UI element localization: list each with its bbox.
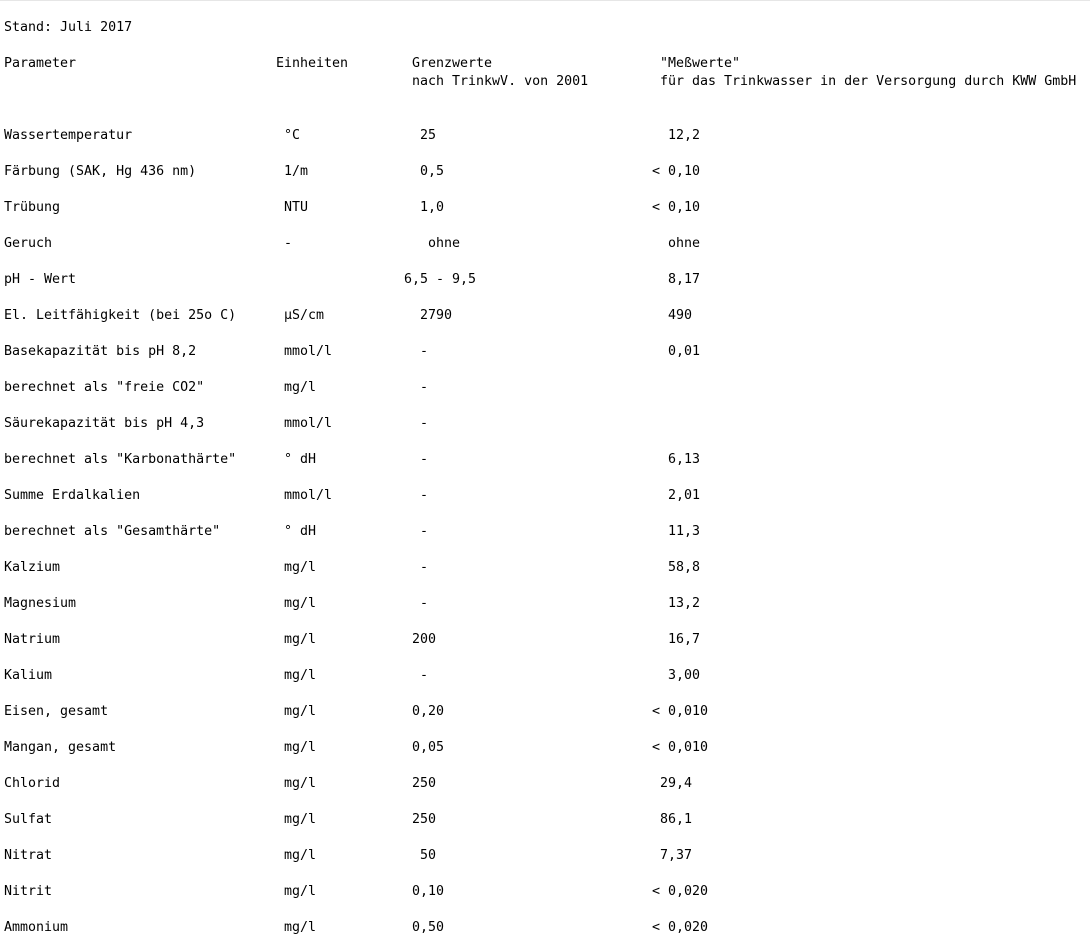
- parameter-cell: Nitrat: [4, 848, 53, 863]
- header-measured-title: "Meßwerte": [660, 56, 741, 71]
- unit-cell: mg/l: [284, 884, 317, 899]
- unit-cell: -: [284, 236, 293, 251]
- parameter-cell: El. Leitfähigkeit (bei 25o C): [4, 308, 237, 323]
- header-limits-title: Grenzwerte: [412, 56, 493, 71]
- document-date: Stand: Juli 2017: [4, 20, 133, 35]
- limit-cell: -: [404, 488, 429, 503]
- limit-cell: -: [404, 560, 429, 575]
- limit-cell: -: [404, 668, 429, 683]
- unit-cell: mmol/l: [284, 344, 333, 359]
- parameter-cell: Chlorid: [4, 776, 61, 791]
- parameter-cell: Trübung: [4, 200, 61, 215]
- measured-value-cell: 13,2: [652, 596, 701, 611]
- table-row: [0, 127, 1090, 145]
- limit-cell: -: [404, 452, 429, 467]
- unit-cell: mmol/l: [284, 416, 333, 431]
- parameter-cell: berechnet als "freie CO2": [4, 380, 205, 395]
- measured-value-cell: < 0,10: [652, 200, 701, 215]
- parameter-cell: Sulfat: [4, 812, 53, 827]
- unit-cell: NTU: [284, 200, 309, 215]
- measured-value-cell: 58,8: [652, 560, 701, 575]
- header-units: Einheiten: [276, 56, 349, 71]
- unit-cell: °C: [284, 128, 301, 143]
- table-row: [0, 559, 1090, 577]
- measured-value-cell: 3,00: [652, 668, 701, 683]
- table-row: [0, 487, 1090, 505]
- measured-value-cell: 12,2: [652, 128, 701, 143]
- measured-value-cell: < 0,10: [652, 164, 701, 179]
- table-row: [0, 163, 1090, 181]
- limit-cell: 0,05: [404, 740, 445, 755]
- unit-cell: mg/l: [284, 704, 317, 719]
- parameter-cell: Basekapazität bis pH 8,2: [4, 344, 197, 359]
- parameter-cell: Magnesium: [4, 596, 77, 611]
- unit-cell: 1/m: [284, 164, 309, 179]
- table-row: [0, 775, 1090, 793]
- parameter-cell: Eisen, gesamt: [4, 704, 109, 719]
- table-row: [0, 703, 1090, 721]
- unit-cell: mg/l: [284, 812, 317, 827]
- measured-value-cell: 86,1: [652, 812, 693, 827]
- table-row: [0, 307, 1090, 325]
- measured-value-cell: 0,01: [652, 344, 701, 359]
- measured-value-cell: 11,3: [652, 524, 701, 539]
- parameter-cell: Summe Erdalkalien: [4, 488, 141, 503]
- unit-cell: mg/l: [284, 380, 317, 395]
- unit-cell: mg/l: [284, 848, 317, 863]
- header-limits-subtitle: nach TrinkwV. von 2001: [412, 74, 589, 89]
- header-measured-subtitle: für das Trinkwasser in der Versorgung durch KWW GmbH: [660, 74, 1077, 89]
- table-row: [0, 811, 1090, 829]
- parameter-cell: Ammonium: [4, 920, 69, 935]
- parameter-cell: berechnet als "Karbonathärte": [4, 452, 237, 467]
- unit-cell: µS/cm: [284, 308, 325, 323]
- limit-cell: 2790: [404, 308, 453, 323]
- table-row: [0, 883, 1090, 901]
- unit-cell: mmol/l: [284, 488, 333, 503]
- header-parameter: Parameter: [4, 56, 77, 71]
- limit-cell: 250: [404, 812, 437, 827]
- unit-cell: mg/l: [284, 740, 317, 755]
- table-row: [0, 631, 1090, 649]
- limit-cell: -: [404, 380, 429, 395]
- limit-cell: 50: [404, 848, 437, 863]
- unit-cell: mg/l: [284, 776, 317, 791]
- limit-cell: 25: [404, 128, 437, 143]
- limit-cell: -: [404, 416, 429, 431]
- measured-value-cell: < 0,020: [652, 920, 709, 935]
- unit-cell: mg/l: [284, 596, 317, 611]
- parameter-cell: pH - Wert: [4, 272, 77, 287]
- table-row: [0, 847, 1090, 865]
- table-row: [0, 919, 1090, 937]
- table-row: [0, 271, 1090, 289]
- measured-value-cell: < 0,010: [652, 704, 709, 719]
- limit-cell: 0,20: [404, 704, 445, 719]
- parameter-cell: Färbung (SAK, Hg 436 nm): [4, 164, 197, 179]
- parameter-cell: Säurekapazität bis pH 4,3: [4, 416, 205, 431]
- parameter-cell: Mangan, gesamt: [4, 740, 117, 755]
- unit-cell: ° dH: [284, 452, 317, 467]
- measured-value-cell: 490: [652, 308, 693, 323]
- limit-cell: -: [404, 344, 429, 359]
- limit-cell: ohne: [404, 236, 461, 251]
- limit-cell: 6,5 - 9,5: [404, 272, 477, 287]
- table-row: [0, 199, 1090, 217]
- measured-value-cell: 16,7: [652, 632, 701, 647]
- limit-cell: -: [404, 596, 429, 611]
- table-row: [0, 667, 1090, 685]
- measured-value-cell: 6,13: [652, 452, 701, 467]
- parameter-cell: Natrium: [4, 632, 61, 647]
- top-divider: [0, 0, 1090, 1]
- measured-value-cell: 7,37: [652, 848, 693, 863]
- measured-value-cell: < 0,010: [652, 740, 709, 755]
- table-row: [0, 415, 1090, 433]
- limit-cell: 0,10: [404, 884, 445, 899]
- limit-cell: 200: [404, 632, 437, 647]
- measured-value-cell: 8,17: [652, 272, 701, 287]
- parameter-cell: Nitrit: [4, 884, 53, 899]
- parameter-cell: Wassertemperatur: [4, 128, 133, 143]
- unit-cell: mg/l: [284, 920, 317, 935]
- table-row: [0, 235, 1090, 253]
- measured-value-cell: 29,4: [652, 776, 693, 791]
- limit-cell: 250: [404, 776, 437, 791]
- limit-cell: -: [404, 524, 429, 539]
- table-row: [0, 595, 1090, 613]
- table-row: [0, 343, 1090, 361]
- unit-cell: mg/l: [284, 668, 317, 683]
- parameter-cell: Kalium: [4, 668, 53, 683]
- parameter-cell: Geruch: [4, 236, 53, 251]
- table-row: [0, 739, 1090, 757]
- measured-value-cell: < 0,020: [652, 884, 709, 899]
- unit-cell: mg/l: [284, 560, 317, 575]
- measured-value-cell: ohne: [652, 236, 701, 251]
- limit-cell: 0,50: [404, 920, 445, 935]
- table-row: [0, 451, 1090, 469]
- limit-cell: 0,5: [404, 164, 445, 179]
- measured-value-cell: 2,01: [652, 488, 701, 503]
- unit-cell: mg/l: [284, 632, 317, 647]
- unit-cell: ° dH: [284, 524, 317, 539]
- table-row: [0, 523, 1090, 541]
- table-row: [0, 379, 1090, 397]
- limit-cell: 1,0: [404, 200, 445, 215]
- parameter-cell: Kalzium: [4, 560, 61, 575]
- parameter-cell: berechnet als "Gesamthärte": [4, 524, 221, 539]
